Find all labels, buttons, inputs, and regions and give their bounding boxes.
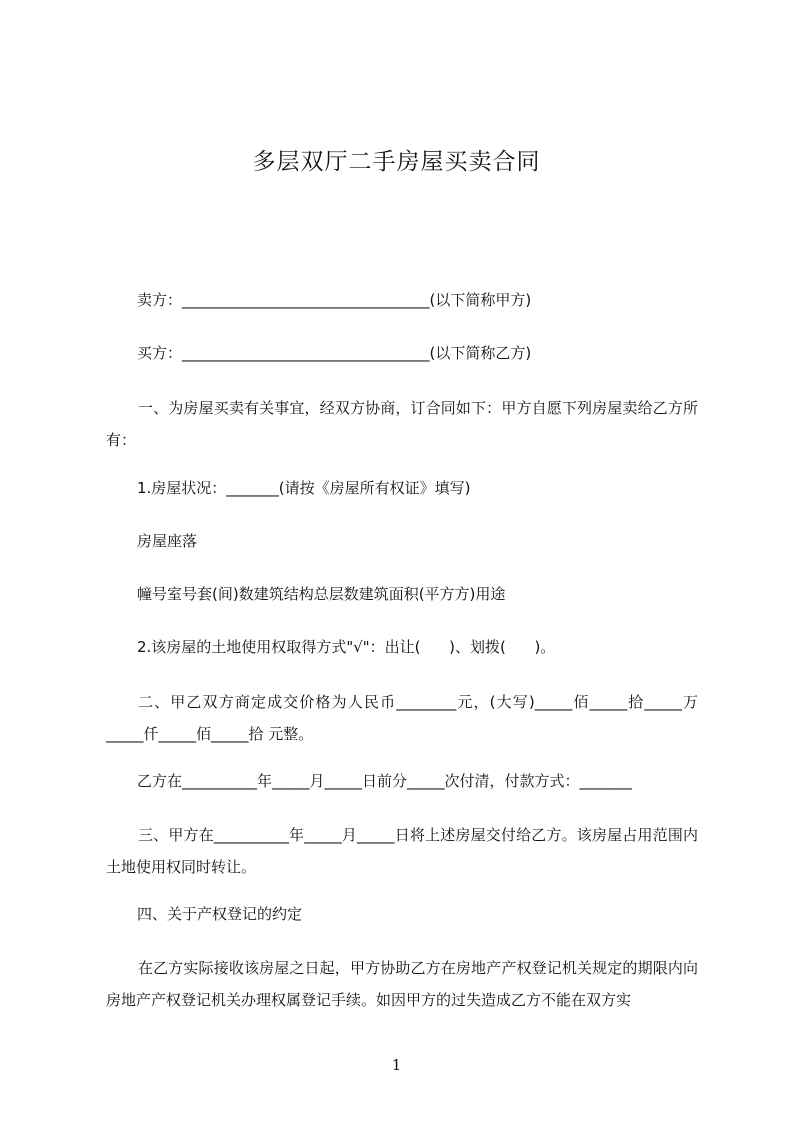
buyer-line: 买方：_________________________________(以下简称乙方)	[137, 344, 532, 362]
seller-line: 卖方：_________________________________(以下简称甲方)	[137, 291, 532, 309]
page-number: 1	[391, 1056, 402, 1074]
section-2-paragraph: 二、甲乙双方商定成交价格为人民币________元，(大写)_____佰_____拾_____万_____仟_____佰_____拾 元整。	[106, 693, 698, 743]
section-1-paragraph: 一、为房屋买卖有关事宜，经双方协商，订合同如下：甲方自愿下列房屋卖给乙方所有：	[106, 399, 698, 449]
property-fields-line: 幢号室号套(间)数建筑结构总层数建筑面积(平方方)用途	[137, 585, 506, 603]
item-1-property-status: 1.房屋状况：_______(请按《房屋所有权证》填写)	[137, 479, 471, 497]
payment-terms-line: 乙方在__________年_____月_____日前分_____次付清，付款方式：_______	[137, 772, 633, 790]
section-4-paragraph: 在乙方实际接收该房屋之日起，甲方协助乙方在房地产产权登记机关规定的期限内向房地产产权登记机关办理权属登记手续。如因甲方的过失造成乙方不能在双方实	[106, 959, 698, 1009]
document-title: 多层双厅二手房屋买卖合同	[252, 149, 541, 175]
section-4-heading: 四、关于产权登记的约定	[137, 905, 303, 923]
property-location-label: 房屋座落	[137, 532, 198, 550]
item-2-land-use-rights: 2.该房屋的土地使用权取得方式"√"：出让( )、划拨( )。	[137, 638, 556, 656]
section-3-paragraph: 三、甲方在__________年_____月_____日将上述房屋交付给乙方。该房屋占用范围内土地使用权同时转让。	[106, 826, 698, 876]
